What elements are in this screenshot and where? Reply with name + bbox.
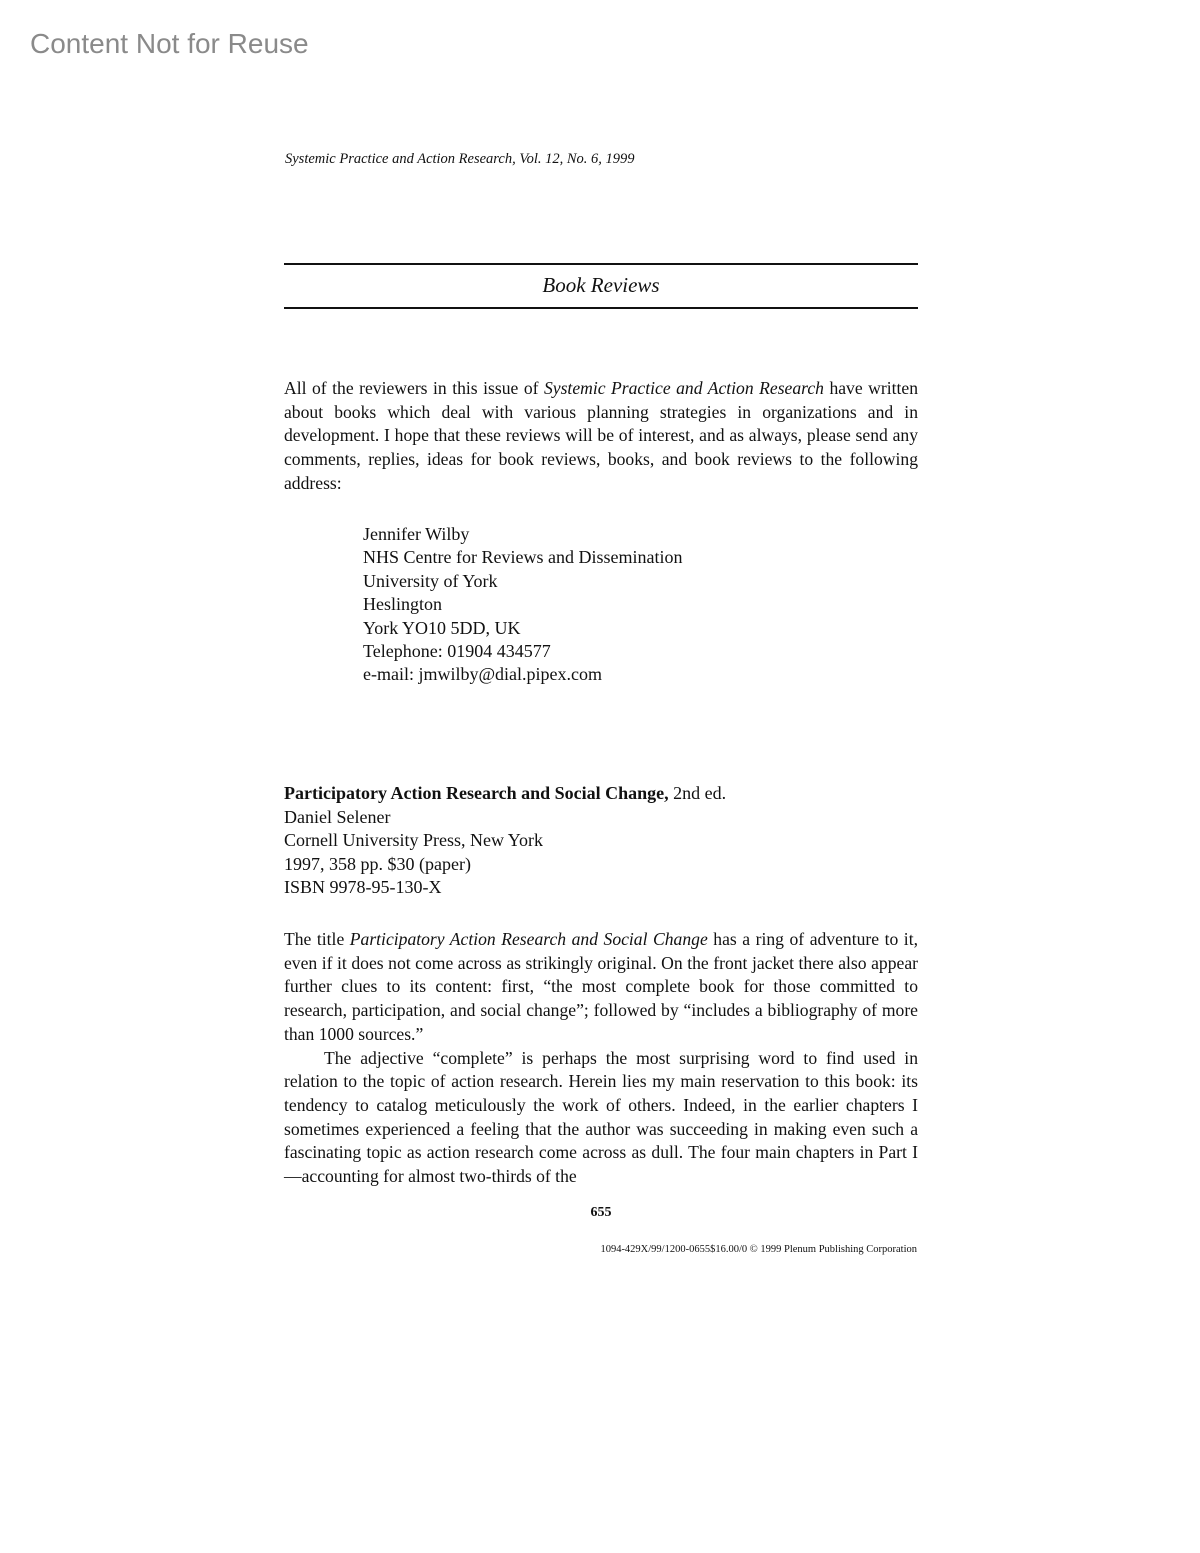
address-name: Jennifer Wilby	[363, 524, 470, 544]
book-title-line	[284, 782, 726, 806]
review-paragraph-2: The adjective “complete” is perhaps the most surprising word to find used in relation to the topic of action research. Herein lies my main reservation to this book: its tendency to catalog meticulously the work of others. Indeed, in the earlier chapters I sometimes experienced a feeling that the author was succeeding in making even such a fascinating topic as action research come across as dull. The four main chapters in Part I—accounting for almost two-thirds of the	[284, 1047, 918, 1187]
review-body	[284, 928, 918, 1189]
address-university: University of York	[363, 570, 498, 591]
address-email: e-mail: jmwilby@dial.pipex.com	[363, 664, 603, 685]
address-city-postcode: York YO10 5DD, UK	[363, 617, 521, 638]
book-edition: 2nd ed.	[668, 783, 727, 803]
intro-journal-name: Systemic Practice and Action Research	[543, 378, 824, 398]
page-number: 655	[590, 1205, 612, 1220]
intro-text-end: have written about books which deal with various planning strategies in organizations and in development. I hope that these reviews will be of interest, and as always, please send any comments, replies, ideas for book reviews, books, and book reviews to the following address:	[284, 378, 919, 493]
copyright-line: 1094-429X/99/1200-0655$16.00/0 © 1999 Plenum Publishing Corporation	[600, 1244, 917, 1255]
review-paragraph-1	[284, 928, 918, 1047]
book-isbn: ISBN 9978-95-130-X	[284, 877, 442, 898]
watermark-text: Content Not for Reuse	[30, 28, 309, 59]
review-p1-end: has a ring of adventure to it, even if it does not come across as strikingly original. On the front jacket there also appear further clues to its content: first, “the most complete book for those committed to research, participation, and social change”; followed by “includes a bibliography of more than 1000 sources.”	[284, 929, 918, 1044]
book-author: Daniel Selener	[284, 806, 391, 827]
book-details: 1997, 358 pp. $30 (paper)	[284, 853, 471, 874]
address-telephone: Telephone: 01904 434577	[363, 641, 551, 662]
section-rule-bottom	[284, 307, 918, 309]
review-p1-start: The title	[284, 929, 350, 949]
intro-text-start: All of the reviewers in this issue of	[284, 378, 544, 398]
book-publisher: Cornell University Press, New York	[284, 830, 543, 851]
journal-citation: Systemic Practice and Action Research, Vol. 12, No. 6, 1999	[285, 151, 635, 167]
contact-address	[363, 523, 682, 687]
address-locality: Heslington	[363, 594, 442, 615]
address-organization: NHS Centre for Reviews and Dissemination	[363, 547, 683, 568]
book-citation	[284, 782, 726, 900]
section-title: Book Reviews	[542, 273, 660, 297]
section-rule-top	[284, 263, 918, 265]
review-p1-book-title: Participatory Action Research and Social Change	[349, 929, 708, 949]
intro-paragraph	[284, 377, 918, 496]
book-title: Participatory Action Research and Social Change,	[284, 783, 669, 803]
